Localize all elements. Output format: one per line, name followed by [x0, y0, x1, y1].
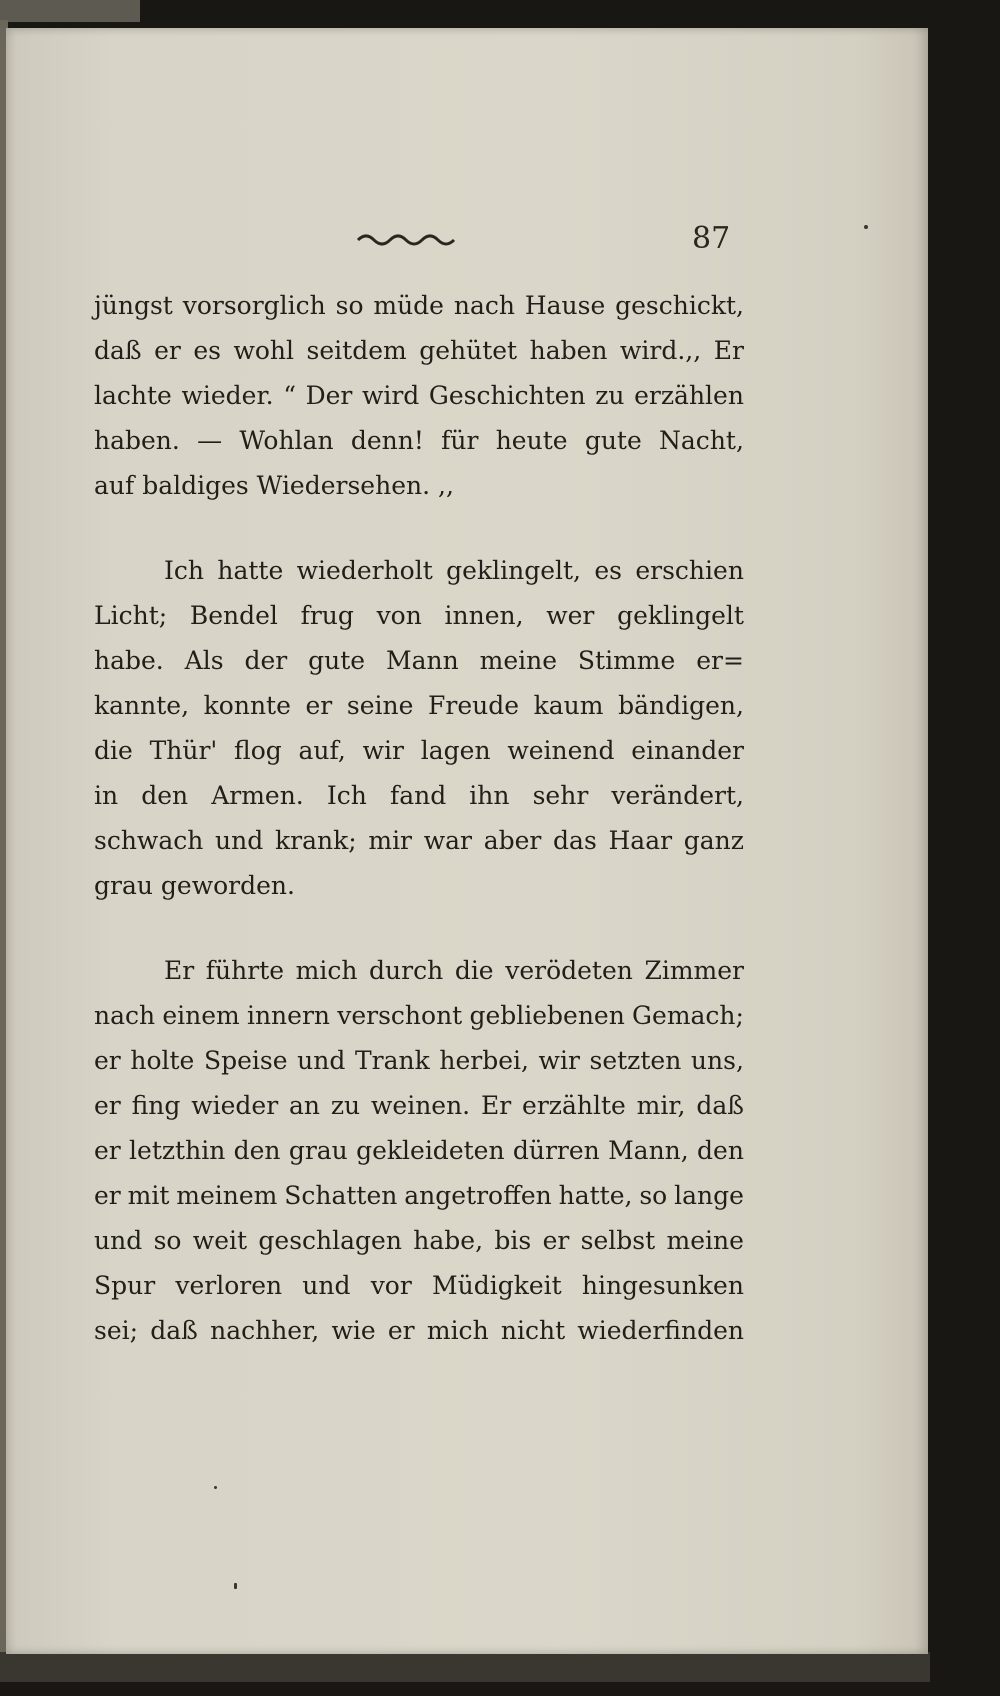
text-line: grau geworden. — [94, 871, 295, 900]
text-line: er mit meinem Schatten angetroffen hatte, so lange — [94, 1181, 744, 1210]
text-line: er holte Speise und Trank herbei, wir setzten uns, — [94, 1046, 744, 1075]
text-line: sei; daß nachher, wie er mich nicht wiederfinden — [94, 1316, 744, 1345]
text-line: nach einem innern verschont gebliebenen Gemach; — [94, 1001, 744, 1030]
paragraph-gap — [94, 508, 744, 548]
text-line: kannte, konnte er seine Freude kaum bändigen, — [94, 691, 744, 720]
book-page — [6, 28, 928, 1654]
paragraph-1 — [94, 283, 744, 508]
paper-speck — [234, 1583, 237, 1589]
text-line: auf baldiges Wiedersehen. ,, — [94, 471, 454, 500]
text-line: daß er es wohl seitdem gehütet haben wird.,, Er — [94, 336, 744, 365]
text-line: die Thür' flog auf, wir lagen weinend einander — [94, 736, 744, 765]
text-line: haben. — Wohlan denn! für heute gute Nacht, — [94, 426, 744, 455]
text-line: Ich hatte wiederholt geklingelt, es erschien — [164, 556, 744, 585]
scan-background-bottom — [0, 1652, 930, 1682]
paper-speck — [214, 1486, 217, 1489]
text-line: er fing wieder an zu weinen. Er erzählte mir, daß — [94, 1091, 744, 1120]
text-line: und so weit geschlagen habe, bis er selbst meine — [94, 1226, 744, 1255]
header-ornament-icon — [356, 230, 456, 248]
body-text — [94, 283, 744, 1353]
paragraph-3 — [94, 948, 744, 1353]
text-line: jüngst vorsorglich so müde nach Hause geschickt, — [94, 291, 744, 320]
paragraph-2 — [94, 548, 744, 908]
text-line: schwach und krank; mir war aber das Haar ganz — [94, 826, 744, 855]
page-number: 87 — [692, 221, 731, 256]
text-line: lachte wieder. “ Der wird Geschichten zu erzählen — [94, 381, 744, 410]
text-line: in den Armen. Ich fand ihn sehr verändert, — [94, 781, 744, 810]
scan-background-top — [0, 0, 140, 22]
text-line: habe. Als der gute Mann meine Stimme er= — [94, 646, 744, 675]
text-line: er letzthin den grau gekleideten dürren Mann, den — [94, 1136, 744, 1165]
text-line: Spur verloren und vor Müdigkeit hingesunken — [94, 1271, 744, 1300]
paragraph-gap — [94, 908, 744, 948]
text-line: Licht; Bendel frug von innen, wer geklingelt — [94, 601, 744, 630]
paper-speck — [864, 225, 868, 229]
text-line: Er führte mich durch die verödeten Zimmer — [164, 956, 744, 985]
